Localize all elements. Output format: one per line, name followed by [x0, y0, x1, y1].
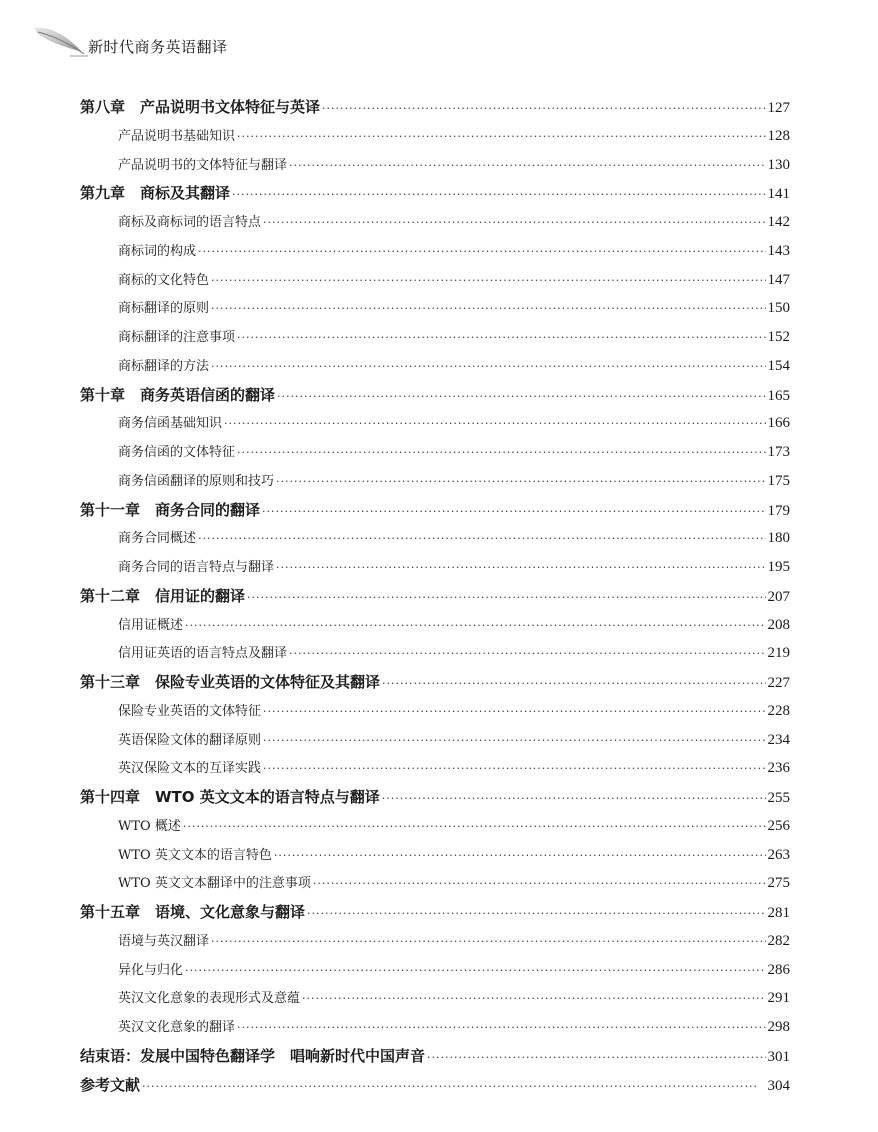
toc-page-number: 208: [767, 616, 790, 633]
toc-dot-leader: [307, 907, 765, 920]
toc-dot-leader: [211, 302, 765, 315]
toc-section-entry[interactable]: [118, 556, 790, 576]
toc-dot-leader: [276, 561, 765, 574]
toc-page-number: 141: [767, 186, 790, 203]
toc-chapter-entry[interactable]: [80, 671, 790, 692]
toc-entry-title: 商务信函的文体特征: [118, 445, 236, 460]
toc-entry-title: 商标及商标词的语言特点: [118, 215, 262, 230]
toc-dot-leader: [322, 102, 765, 115]
toc-section-entry[interactable]: [118, 959, 790, 979]
toc-section-entry[interactable]: [118, 1016, 790, 1036]
toc-dot-leader: [263, 705, 765, 718]
toc-dot-leader: [276, 475, 765, 488]
toc-entry-title: 第十四章 WTO 英文文本的语言特点与翻译: [80, 788, 380, 806]
toc-entry-title: 英汉保险文本的互译实践: [118, 761, 262, 777]
toc-dot-leader: [237, 1021, 765, 1034]
toc-dot-leader: [198, 245, 765, 258]
toc-entry-title: 商标的文化特色: [118, 272, 210, 288]
toc-section-entry[interactable]: [118, 240, 790, 260]
toc-chapter-entry[interactable]: [80, 96, 790, 117]
toc-dot-leader: [211, 360, 765, 373]
toc-dot-leader: [263, 734, 765, 747]
toc-chapter-entry[interactable]: [80, 585, 790, 606]
toc-section-entry[interactable]: [118, 412, 790, 432]
toc-entry-title: 英汉文化意象的翻译: [118, 1020, 236, 1035]
toc-section-entry[interactable]: [118, 642, 790, 662]
toc-page-number: 286: [767, 961, 790, 978]
toc-page-number: 150: [767, 300, 790, 317]
toc-section-entry[interactable]: [118, 614, 790, 634]
toc-page-number: 234: [767, 731, 790, 748]
toc-dot-leader: [313, 877, 766, 890]
toc-dot-leader: [302, 992, 765, 1005]
toc-dot-leader: [382, 792, 766, 805]
toc-page-number: 219: [767, 645, 790, 662]
toc-dot-leader: [237, 446, 765, 459]
toc-section-entry[interactable]: [118, 470, 790, 490]
toc-section-entry[interactable]: [118, 355, 790, 375]
toc-dot-leader: [224, 417, 765, 430]
toc-dot-leader: [247, 591, 765, 604]
toc-chapter-entry[interactable]: [80, 182, 790, 203]
toc-page-number: 152: [767, 329, 790, 345]
toc-page-number: 128: [767, 127, 790, 144]
toc-page-number: 147: [767, 271, 790, 288]
toc-section-entry[interactable]: [118, 125, 790, 145]
toc-entry-title: 商务信函翻译的原则和技巧: [118, 473, 275, 489]
toc-chapter-entry[interactable]: [80, 499, 790, 520]
toc-page-number: 165: [767, 387, 790, 404]
toc-section-entry[interactable]: [118, 441, 790, 461]
toc-entry-title: 信用证英语的语言特点及翻译: [118, 646, 288, 662]
toc-entry-title: 商务信函基础知识: [118, 416, 223, 432]
toc-section-entry[interactable]: [118, 700, 790, 720]
toc-page-number: 143: [767, 242, 790, 259]
toc-section-entry[interactable]: [118, 269, 790, 289]
toc-page-number: 236: [767, 760, 790, 777]
toc-entry-title: 第九章 商标及其翻译: [80, 184, 231, 203]
toc-dot-leader: [142, 1080, 765, 1093]
toc-page-number: 304: [767, 1077, 790, 1094]
toc-entry-title: 产品说明书的文体特征与翻译: [118, 157, 288, 173]
toc-entry-title: 商标翻译的注意事项: [118, 330, 236, 345]
toc-dot-leader: [198, 532, 765, 545]
toc-page-number: 175: [767, 472, 790, 489]
toc-page-number: 281: [767, 905, 790, 921]
toc-dot-leader: [382, 677, 765, 690]
toc-entry-title: 第十三章 保险专业英语的文体特征及其翻译: [80, 673, 381, 691]
toc-page-number: 180: [767, 530, 790, 547]
toc-entry-title: 第十章 商务英语信函的翻译: [80, 385, 276, 404]
toc-page-number: 154: [767, 357, 790, 374]
toc-page-number: 207: [767, 588, 790, 605]
toc-page-number: 255: [767, 790, 790, 806]
toc-page-number: 179: [767, 502, 790, 519]
toc-dot-leader: [277, 390, 765, 403]
toc-entry-title: 信用证概述: [118, 617, 184, 633]
toc-dot-leader: [237, 331, 765, 344]
toc-section-entry[interactable]: [118, 326, 790, 346]
toc-dot-leader: [211, 935, 765, 948]
toc-page-number: 228: [767, 702, 790, 719]
toc-section-entry[interactable]: [118, 872, 790, 892]
toc-entry-title: 英汉文化意象的表现形式及意蕴: [118, 991, 301, 1007]
toc-dot-leader: [237, 130, 765, 143]
toc-dot-leader: [289, 647, 765, 660]
toc-entry-title: 第十一章 商务合同的翻译: [80, 500, 261, 519]
toc-entry-title: 商务合同的语言特点与翻译: [118, 560, 275, 575]
toc-dot-leader: [274, 849, 766, 862]
toc-dot-leader: [185, 619, 765, 632]
toc-entry-title: 商标翻译的原则: [118, 301, 210, 317]
toc-entry-title: 语境与英汉翻译: [118, 933, 210, 949]
toc-entry-title: 产品说明书基础知识: [118, 128, 236, 144]
toc-page-number: 263: [767, 846, 790, 863]
toc-chapter-entry[interactable]: [80, 384, 790, 405]
toc-section-entry[interactable]: [118, 729, 790, 749]
toc-page-number: 195: [767, 559, 790, 575]
toc-page-number: 291: [767, 990, 790, 1007]
toc-entry-title: 商标翻译的方法: [118, 358, 210, 374]
toc-page-number: 256: [767, 817, 790, 834]
toc-entry-title: WTO 英文文本翻译中的注意事项: [118, 876, 311, 892]
running-header: [30, 22, 450, 62]
toc-entry-title: 第八章 产品说明书文体特征与英译: [80, 98, 321, 116]
toc-section-entry[interactable]: [118, 987, 790, 1007]
toc-entry-title: 商务合同概述: [118, 531, 197, 547]
toc-entry-title: WTO 英文文本的语言特色: [118, 847, 272, 863]
toc-section-entry[interactable]: [118, 527, 790, 547]
toc-chapter-entry[interactable]: [80, 1074, 790, 1095]
toc-section-entry[interactable]: [118, 844, 790, 864]
toc-dot-leader: [263, 216, 765, 229]
toc-entry-title: 第十五章 语境、文化意象与翻译: [80, 903, 306, 921]
toc-page-number: 298: [767, 1019, 790, 1035]
toc-page-number: 275: [767, 875, 790, 892]
toc-entry-title: 保险专业英语的文体特征: [118, 703, 262, 719]
toc-entry-title: 商标词的构成: [118, 243, 197, 259]
feather-quill-icon: [30, 22, 90, 62]
toc-page-number: 142: [767, 214, 790, 230]
toc-page-number: 301: [767, 1048, 790, 1065]
toc-entry-title: 异化与归化: [118, 962, 184, 978]
toc-dot-leader: [262, 505, 765, 518]
toc-entry-title: WTO 概述: [118, 818, 181, 834]
toc-section-entry[interactable]: [118, 297, 790, 317]
header-title: 新时代商务英语翻译: [88, 38, 228, 56]
toc-chapter-entry[interactable]: [80, 901, 790, 922]
toc-section-entry[interactable]: [118, 154, 790, 174]
toc-page-number: 227: [767, 675, 790, 691]
toc-page-number: 130: [767, 156, 790, 173]
toc-page-number: 173: [767, 444, 790, 460]
toc-entry-title: 参考文献: [80, 1075, 141, 1094]
toc-page-number: 166: [767, 415, 790, 432]
toc-chapter-entry[interactable]: [80, 786, 790, 807]
toc-dot-leader: [289, 159, 765, 172]
toc-chapter-entry[interactable]: [80, 1045, 790, 1066]
toc-dot-leader: [185, 964, 765, 977]
toc-section-entry[interactable]: [118, 815, 790, 835]
toc-entry-title: 第十二章 信用证的翻译: [80, 586, 246, 605]
toc-dot-leader: [263, 762, 765, 775]
toc-dot-leader: [183, 820, 766, 833]
toc-dot-leader: [427, 1051, 765, 1064]
toc-page-number: 127: [767, 100, 790, 116]
toc-section-entry[interactable]: [118, 211, 790, 231]
toc-dot-leader: [232, 188, 765, 201]
toc-dot-leader: [211, 274, 765, 287]
toc-entry-title: 英语保险文体的翻译原则: [118, 732, 262, 748]
toc-page-number: 282: [767, 932, 790, 949]
toc-section-entry[interactable]: [118, 930, 790, 950]
toc-entry-title: 结束语：发展中国特色翻译学 唱响新时代中国声音: [80, 1046, 426, 1065]
toc-section-entry[interactable]: [118, 757, 790, 777]
